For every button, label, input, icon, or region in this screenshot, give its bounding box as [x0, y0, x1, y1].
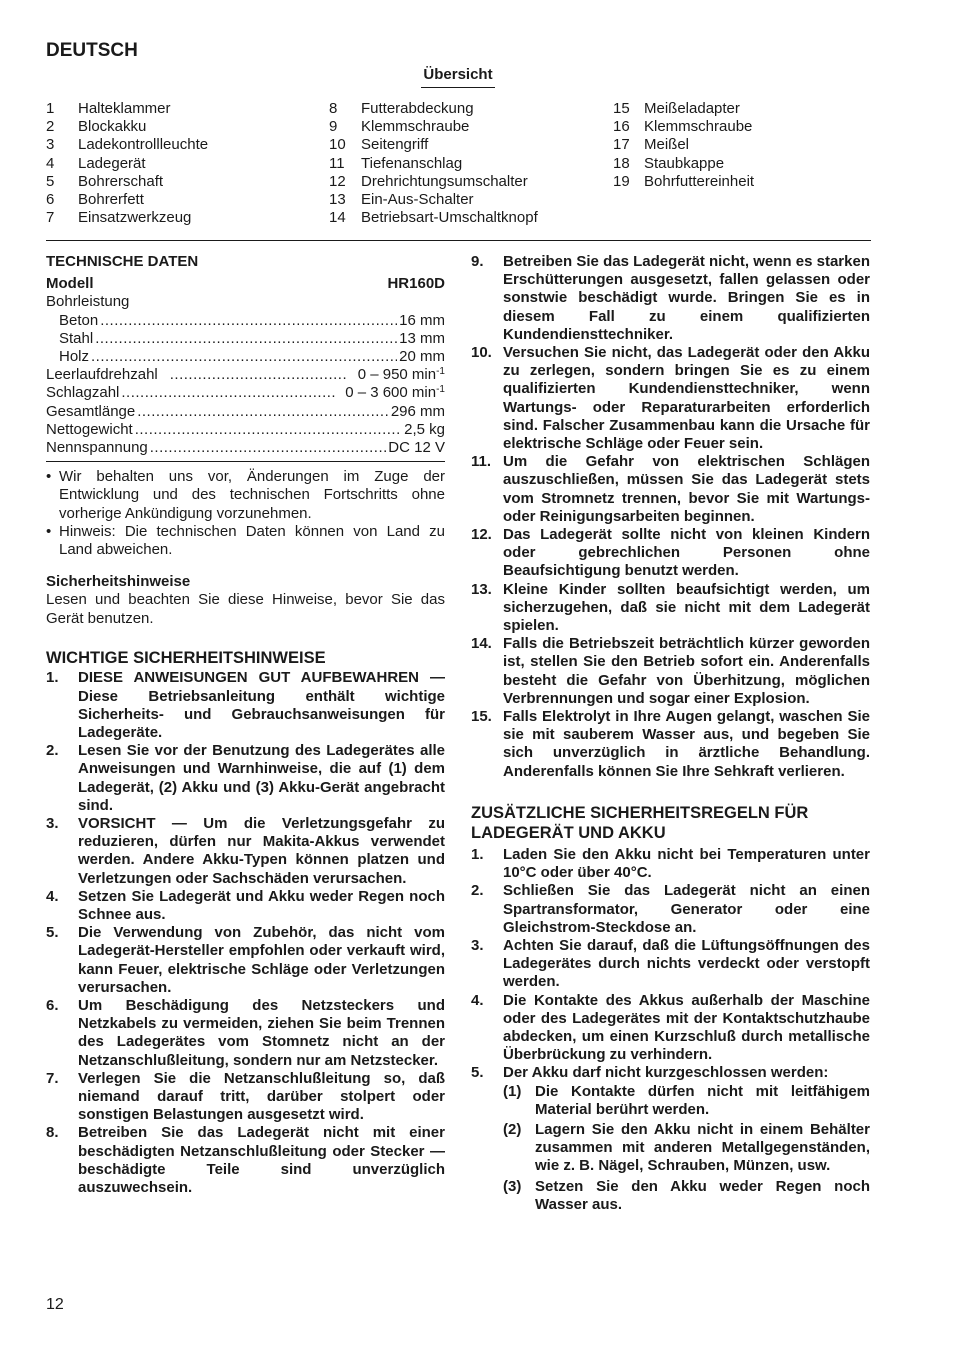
- part-item: 15 Meißeladapter: [613, 100, 740, 117]
- part-item: 19 Bohrfuttereinheit: [613, 172, 755, 190]
- spec-row-schlagzahl: Schlagzahl ..... 0 – 3 600 $\min^{-1}$: [46, 384, 445, 402]
- list-item: 11. Um die Gefahr von elektrischen Schlägen auszuschließen, müssen Sie das Ladegerät stets vom Stromnetz trennen, bevor Sie mit Wartungs- oder Reinigungsarbeiten beginnen.: [471, 453, 870, 525]
- spec-divider: [46, 461, 445, 462]
- parts-list-column-3: [613, 100, 754, 191]
- spec-row-nennspannung: Nennspannung ..... DC 12 V: [46, 439, 445, 457]
- part-item: 18 Staubkappe: [613, 154, 725, 172]
- list-item: 12. Das Ladegerät sollte nicht von kleinen Kindern oder gebrechlichen Personen ohne Beaufsichtigung benutzt werden.: [471, 526, 870, 580]
- spec-row-holz: Holz ..... 20 mm: [46, 348, 445, 366]
- part-item: 7 Einsatzwerkzeug: [46, 209, 192, 227]
- list-item: 7. Verlegen Sie die Netzanschlußleitung so, daß niemand darauf tritt, darüber stolpert oder sonstigen Belastungen ausgesetzt wird.: [46, 1069, 445, 1124]
- list-item: 1. DIESE ANWEISUNGEN GUT AUFBEWAHREN — Diese Betriebsanleitung enthält wichtige Sicherheits- und Gebrauchsanweisungen für Ladegeräte.: [46, 669, 445, 741]
- bullet-note: • Hinweis: Die technischen Daten können von Land zu Land abweichen.: [46, 522, 445, 559]
- part-item: 1 Halteklammer: [46, 100, 171, 117]
- list-item: 4. Setzen Sie Ladegerät und Akku weder Regen noch Schnee aus.: [46, 887, 445, 923]
- list-item: 15. Falls Elektrolyt in Ihre Augen gelangt, waschen Sie sie mit sauberem Wasser aus, und begeben Sie sich unverzüglich in ärztliche Behandlung. Anderenfalls können Sie Ihre Sehkraft verlieren.: [471, 708, 870, 780]
- list-item: 2. Schließen Sie das Ladegerät nicht an einen Spartransformator, Generator oder eine Gleichstrom-Steckdose an.: [471, 882, 870, 936]
- list-item: 13. Kleine Kinder sollten beaufsichtigt werden, um sicherzugehen, daß sie nicht mit dem Ladegerät spielen.: [471, 580, 870, 635]
- list-item: 5. Der Akku darf nicht kurzgeschlossen werden: (1) Die Kontakte dürfen nicht mit leitfähigem Material berührt werden. (2) Lagern Sie den Akku nicht in einem Behälter zusammen mit anderen Metallgegenständen, wie z. B. Nägel, Schrauben, Münzen, usw. (3) Setzen Sie den Akku weder Regen noch Wasser aus.: [471, 1064, 870, 1213]
- part-item: 10 Seitengriff: [329, 136, 429, 154]
- part-item: 3 Ladekontrollleuchte: [46, 136, 209, 154]
- safety-note-text: Lesen und beachten Sie diese Hinweise, bevor Sie das Gerät benutzen.: [46, 591, 445, 627]
- parts-list-column-2: [329, 100, 538, 227]
- overview-title: Übersicht: [0, 66, 916, 88]
- part-item: 12 Drehrichtungsumschalter: [329, 172, 528, 190]
- right-column: [471, 253, 870, 1214]
- list-item: 3. Achten Sie darauf, daß die Lüftungsöffnungen des Ladegerätes durch nichts verdeckt oder verstopft werden.: [471, 936, 870, 991]
- part-item: 13 Ein-Aus-Schalter: [329, 191, 474, 209]
- list-item: 2. Lesen Sie vor der Benutzung des Ladegerätes alle Anweisungen und Warnhinweise, die auf (1) dem Ladegerät, (2) Akku und (3) Akku-Gerät angebracht sind.: [46, 742, 445, 814]
- list-item: 5. Die Verwendung von Zubehör, das nicht vom Ladegerät-Hersteller empfohlen oder verkauft wird, kann Feuer, elektrische Schläge oder Verletzungen verursachen.: [46, 924, 445, 996]
- parts-list-column-1: [46, 100, 208, 227]
- short-circuit-sublist: [503, 1083, 870, 1214]
- model-row: Modell HR160D: [46, 275, 445, 293]
- part-item: 17 Meißel: [613, 136, 690, 154]
- safety-note-heading: Sicherheitshinweise: [46, 573, 191, 591]
- sub-list-item: (2) Lagern Sie den Akku nicht in einem Behälter zusammen mit anderen Metallgegenständen, wie z. B. Nägel, Schrauben, Münzen, usw.: [503, 1120, 870, 1175]
- list-item: 8. Betreiben Sie das Ladegerät nicht mit einer beschädigten Netzanschlußleitung oder Stecker — beschädigte Teile sind unverzüglich auszuwechsein.: [46, 1124, 445, 1197]
- spec-row-nettogewicht: Nettogewicht ..... 2,5 kg: [46, 421, 445, 439]
- page-number: 12: [46, 1296, 64, 1313]
- language-heading: DEUTSCH: [46, 40, 138, 61]
- part-item: 14 Betriebsart-Umschaltknopf: [329, 209, 538, 227]
- part-item: 4 Ladegerät: [46, 154, 146, 172]
- bullet-note: • Wir behalten uns vor, Änderungen im Zuge der Entwicklung und des technischen Fortschritts ohne vorherige Ankündigung vorzunehmen.: [46, 468, 445, 522]
- spec-row-stahl: Stahl ..... 13 mm: [46, 330, 445, 348]
- list-item: 4. Die Kontakte des Akkus außerhalb der Maschine oder des Ladegerätes mit der Kontaktschutzhaube abdecken, um einen Kurzschluß durch metallische Überbrückung zu verhindern.: [471, 991, 870, 1064]
- additional-safety-list: [471, 846, 870, 1214]
- spec-row-beton: Beton ..... 16 mm: [46, 312, 445, 330]
- list-item: 9. Betreiben Sie das Ladegerät nicht, wenn es starken Erschütterungen ausgesetzt, fallen gelassen oder sonstwie beschädigt wurde. Bringen Sie es in diesem Fall zu einem qualifizierten Kundendiensttechniker.: [471, 253, 870, 343]
- part-item: 8 Futterabdeckung: [329, 100, 474, 117]
- important-safety-list-part-2: [471, 253, 870, 781]
- spec-row-leerlaufdrehzahl: Leerlaufdrehzahl ..... 0 – 950 $\min^{-1}$: [46, 366, 445, 384]
- part-item: 5 Bohrerschaft: [46, 172, 164, 190]
- left-column: [46, 253, 445, 1197]
- additional-safety-heading: ZUSÄTZLICHE SICHERHEITSREGELN FÜR LADEGERÄT UND AKKU: [471, 803, 809, 843]
- part-item: 9 Klemmschraube: [329, 118, 470, 136]
- list-item: 1. Laden Sie den Akku nicht bei Temperaturen unter 10°C oder über 40°C.: [471, 845, 870, 882]
- section-divider: [46, 240, 871, 241]
- list-item: 6. Um Beschädigung des Netzsteckers und Netzkabels zu vermeiden, ziehen Sie beim Trennen des Ladegerätes vom Stomnetz nicht an der Netzanschlußleitung, sondern nur am Netzstecker.: [46, 997, 445, 1069]
- list-item: 3. VORSICHT — Um die Verletzungsgefahr zu reduzieren, dürfen nur Makita-Akkus verwendet werden. Andere Akku-Typen können platzen und Verletzungen oder Sachschäden verursachen.: [46, 814, 445, 887]
- bohrleistung-label: Bohrleistung: [46, 293, 130, 311]
- list-item: 14. Falls die Betriebszeit beträchtlich kürzer geworden ist, stellen Sie den Betrieb sofort ein. Anderenfalls besteht die Gefahr von Überhitzung, möglichen Verbrennungen und sogar einer Explosion.: [471, 635, 870, 707]
- list-item: 10. Versuchen Sie nicht, das Ladegerät oder den Akku zu zerlegen, sondern bringen Sie es zu einem qualifizierten Kundendiensttechniker, wenn Wartungs- oder Reparaturarbeiten erforderlich sind. Falscher Zusammenbau kann die Ursache für elektrische Schläge oder Feuer sein.: [471, 344, 870, 453]
- part-item: 2 Blockakku: [46, 118, 147, 136]
- sub-list-item: (3) Setzen Sie den Akku weder Regen noch Wasser aus.: [503, 1177, 870, 1213]
- important-safety-heading: WICHTIGE SICHERHEITSHINWEISE: [46, 648, 326, 667]
- tech-data-heading: TECHNISCHE DATEN: [46, 253, 199, 270]
- sub-list-item: (1) Die Kontakte dürfen nicht mit leitfähigem Material berührt werden.: [503, 1082, 870, 1118]
- part-item: 16 Klemmschraube: [613, 118, 753, 136]
- important-safety-list-part-1: [46, 669, 445, 1197]
- spec-row-gesamtlaenge: Gesamtlänge ..... 296 mm: [46, 403, 445, 421]
- part-item: 11 Tiefenanschlag: [329, 154, 463, 172]
- part-item: 6 Bohrerfett: [46, 191, 144, 209]
